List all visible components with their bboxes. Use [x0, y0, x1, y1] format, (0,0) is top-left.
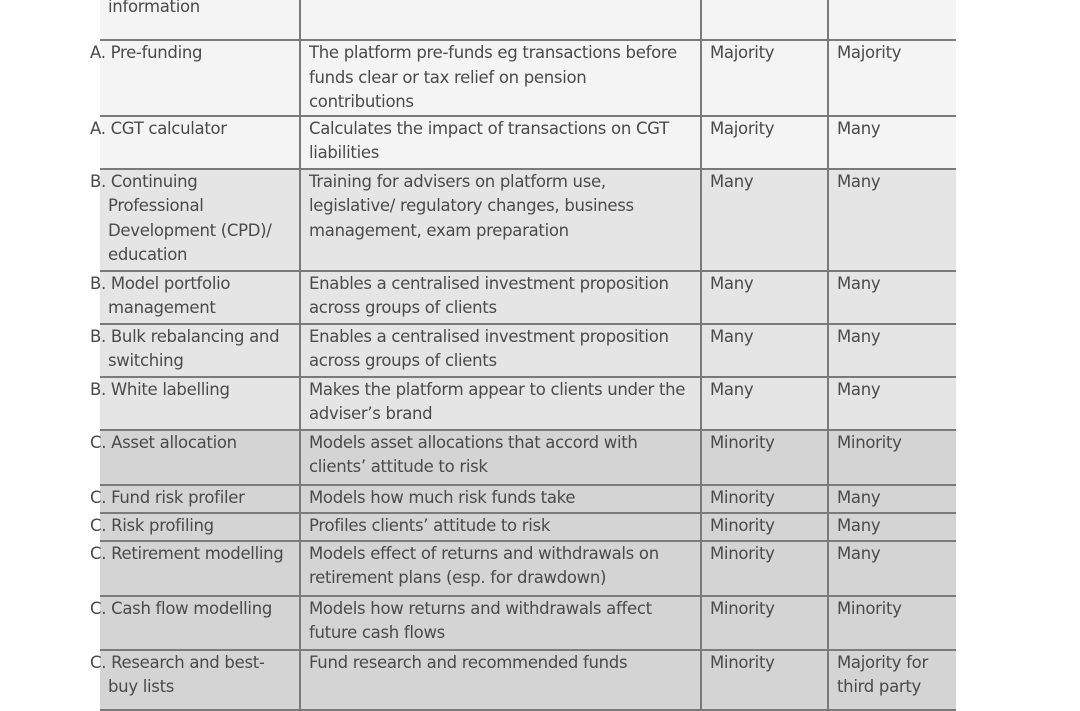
adoption-cell: Many [701, 271, 828, 324]
feature-cell: C. Risk profiling [100, 513, 300, 541]
feature-cell: A. Pre-funding [100, 40, 300, 116]
feature-cell: information [100, 0, 300, 40]
description-cell: Calculates the impact of transactions on CGT liabilities [300, 116, 701, 169]
adoption-cell: Minority [701, 513, 828, 541]
feature-cell: C. Cash flow modelling [100, 596, 300, 650]
adoption-cell: Minority [701, 650, 828, 710]
adoption-cell: Minority [701, 596, 828, 650]
table-row [100, 271, 956, 324]
description-cell: Enables a centralised investment proposition across groups of clients [300, 324, 701, 377]
description-cell: Models how much risk funds take [300, 485, 701, 513]
description-cell: Models asset allocations that accord with clients’ attitude to risk [300, 430, 701, 485]
adoption-cell: Minority [701, 485, 828, 513]
description-cell: Profiles clients’ attitude to risk [300, 513, 701, 541]
adoption-cell: Many [701, 169, 828, 271]
adoption-cell: Many [828, 513, 956, 541]
feature-cell: C. Fund risk profiler [100, 485, 300, 513]
table-row [100, 541, 956, 596]
table-row [100, 0, 956, 40]
description-cell: Enables a centralised investment proposition across groups of clients [300, 271, 701, 324]
feature-cell: B. Bulk rebalancing and switching [100, 324, 300, 377]
description-cell: Models how returns and withdrawals affect future cash flows [300, 596, 701, 650]
adoption-cell: Many [701, 377, 828, 430]
feature-cell: B. Model portfolio management [100, 271, 300, 324]
description-cell: Makes the platform appear to clients under the adviser’s brand [300, 377, 701, 430]
feature-cell: C. Research and best-buy lists [100, 650, 300, 710]
adoption-cell: Minority [828, 596, 956, 650]
description-cell: Models effect of returns and withdrawals on retirement plans (esp. for drawdown) [300, 541, 701, 596]
table-row [100, 650, 956, 710]
adoption-cell: Minority [701, 541, 828, 596]
description-cell: The platform pre-funds eg transactions before funds clear or tax relief on pension contributions [300, 40, 701, 116]
adoption-cell: Many [828, 377, 956, 430]
adoption-cell: Minority [701, 430, 828, 485]
adoption-cell: Majority [828, 40, 956, 116]
table-row [100, 116, 956, 169]
adoption-cell: Many [701, 324, 828, 377]
table-row [100, 596, 956, 650]
adoption-cell: Many [828, 116, 956, 169]
adoption-cell: Majority for third party [828, 650, 956, 710]
table-row [100, 513, 956, 541]
table-row [100, 377, 956, 430]
table-row [100, 430, 956, 485]
description-cell [300, 0, 701, 40]
adoption-cell [701, 0, 828, 40]
table-row [100, 485, 956, 513]
feature-cell: A. CGT calculator [100, 116, 300, 169]
adoption-cell: Majority [701, 116, 828, 169]
description-cell: Training for advisers on platform use, legislative/ regulatory changes, business management, exam preparation [300, 169, 701, 271]
feature-cell: C. Retirement modelling [100, 541, 300, 596]
table-row [100, 169, 956, 271]
adoption-cell: Many [828, 324, 956, 377]
table-row [100, 40, 956, 116]
table-row [100, 324, 956, 377]
adoption-cell: Many [828, 271, 956, 324]
platform-features-table [90, 0, 956, 711]
feature-cell: C. Asset allocation [100, 430, 300, 485]
adoption-cell [828, 0, 956, 40]
adoption-cell: Minority [828, 430, 956, 485]
adoption-cell: Many [828, 541, 956, 596]
adoption-cell: Many [828, 485, 956, 513]
feature-cell: B. Continuing Professional Development (CPD)/ education [100, 169, 300, 271]
feature-cell: B. White labelling [100, 377, 300, 430]
adoption-cell: Majority [701, 40, 828, 116]
description-cell: Fund research and recommended funds [300, 650, 701, 710]
adoption-cell: Many [828, 169, 956, 271]
